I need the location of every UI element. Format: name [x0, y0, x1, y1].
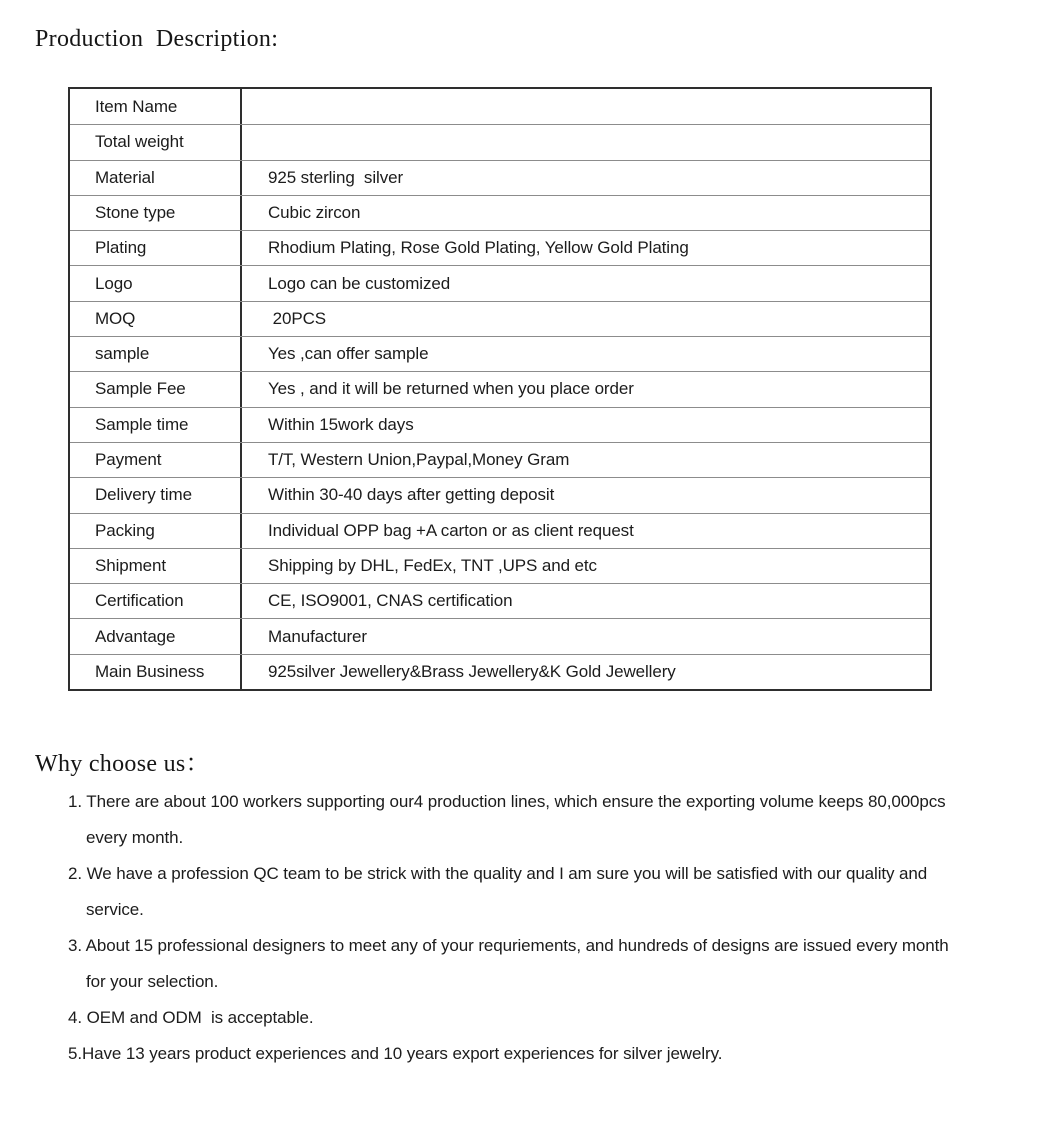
row-label: Packing: [70, 514, 242, 548]
row-value: 925 sterling silver: [268, 167, 404, 187]
row-label: Advantage: [70, 619, 242, 653]
row-label: Plating: [70, 231, 242, 265]
list-item: [68, 1000, 1058, 1036]
table-row: [70, 371, 930, 406]
list-item-text: 4. OEM and ODM is acceptable.: [68, 1008, 314, 1027]
table-row: [70, 477, 930, 512]
table-row: [70, 230, 930, 265]
table-row: [70, 301, 930, 336]
table-row: [70, 583, 930, 618]
list-item-marker: 2.: [68, 864, 82, 883]
product-spec-table: [68, 87, 932, 691]
row-value: Manufacturer: [268, 626, 367, 646]
row-value: 20PCS: [268, 308, 326, 328]
list-item: [68, 784, 1058, 856]
row-value: T/T, Western Union,Paypal,Money Gram: [268, 450, 570, 470]
table-row: [70, 124, 930, 159]
list-item-text: for your selection.: [86, 972, 219, 991]
production-description-heading: Production Description:: [35, 26, 279, 52]
list-item-text: 1. There are about 100 workers supporting our4 production lines, which ensure the exporting volume keeps 80,000pcs: [68, 792, 946, 811]
table-row: [70, 618, 930, 653]
table-row: [70, 89, 930, 124]
list-item-text: 5.Have 13 years product experiences and 10 years export experiences for silver jewelry.: [68, 1044, 723, 1063]
list-item: [68, 928, 1058, 1000]
row-label: Payment: [70, 443, 242, 477]
why-choose-us-heading: Why choose us：: [35, 751, 210, 777]
table-row: [70, 548, 930, 583]
list-item-text: 2. We have a profession QC team to be strick with the quality and I am sure you will be satisfied with our quality and: [68, 864, 928, 883]
row-value: Rhodium Plating, Rose Gold Plating, Yellow Gold Plating: [268, 238, 689, 258]
table-row: [70, 160, 930, 195]
row-label: Delivery time: [70, 478, 242, 512]
row-value: [242, 125, 930, 159]
why-choose-us-list: [68, 784, 1058, 1072]
table-row: [70, 336, 930, 371]
row-value: Yes ,can offer sample: [268, 344, 429, 364]
table-row: [70, 654, 930, 689]
row-label: Sample Fee: [70, 372, 242, 406]
row-label: Item Name: [70, 89, 242, 124]
list-item-text: service.: [86, 900, 144, 919]
list-item-marker: 5.: [68, 1044, 82, 1063]
list-item-marker: 4.: [68, 1008, 82, 1027]
row-label: Material: [70, 161, 242, 195]
row-value: Individual OPP bag +A carton or as client request: [268, 520, 634, 540]
row-label: Logo: [70, 266, 242, 300]
table-row: [70, 442, 930, 477]
list-item: [68, 1036, 1058, 1072]
list-item-marker: 3.: [68, 936, 82, 955]
row-label: Stone type: [70, 196, 242, 230]
row-label: sample: [70, 337, 242, 371]
list-item-text: every month.: [86, 828, 184, 847]
row-value: Logo can be customized: [268, 273, 451, 293]
row-label: Total weight: [70, 125, 242, 159]
row-value: Within 15work days: [268, 414, 414, 434]
row-value: Cubic zircon: [268, 203, 361, 223]
row-value: Within 30-40 days after getting deposit: [268, 485, 555, 505]
list-item-text: 3. About 15 professional designers to meet any of your requriements, and hundreds of designs are issued every month: [68, 936, 949, 955]
table-row: [70, 195, 930, 230]
table-row: [70, 407, 930, 442]
row-value: [242, 89, 930, 124]
row-label: Sample time: [70, 408, 242, 442]
table-row: [70, 513, 930, 548]
row-value: Shipping by DHL, FedEx, TNT ,UPS and etc: [268, 555, 597, 575]
list-item: [68, 856, 1058, 928]
row-label: MOQ: [70, 302, 242, 336]
list-item-marker: 1.: [68, 792, 82, 811]
row-label: Certification: [70, 584, 242, 618]
table-row: [70, 265, 930, 300]
row-value: Yes , and it will be returned when you place order: [268, 379, 634, 399]
row-value: CE, ISO9001, CNAS certification: [268, 591, 513, 611]
row-label: Main Business: [70, 655, 242, 689]
row-value: 925silver Jewellery&Brass Jewellery&K Gold Jewellery: [268, 661, 676, 681]
row-label: Shipment: [70, 549, 242, 583]
